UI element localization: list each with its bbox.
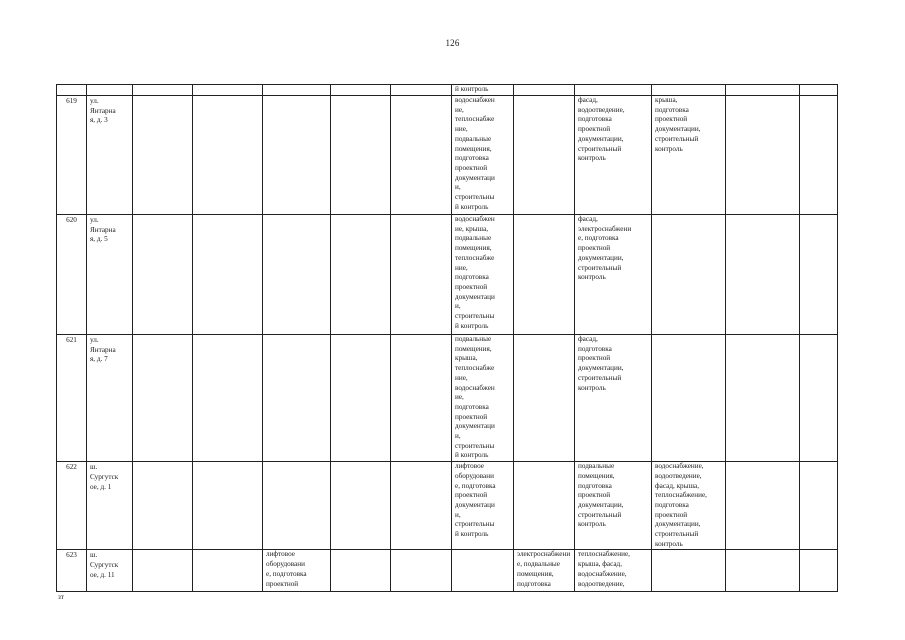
- table-cell-works: й контроль: [452, 85, 514, 96]
- table-cell: [391, 335, 452, 462]
- table-cell: [391, 85, 452, 96]
- work-schedule-table: [56, 84, 838, 592]
- table-cell: [263, 215, 331, 335]
- table-cell: [263, 335, 331, 462]
- page-number: 126: [445, 38, 460, 48]
- table-cell: [133, 462, 193, 550]
- table-cell-works: фасад, электроснабжени е, подготовка проектной документации, строительный контроль: [575, 215, 652, 335]
- table-cell: [331, 96, 391, 215]
- table-cell: [726, 462, 800, 550]
- table-cell: [726, 85, 800, 96]
- table-cell: [193, 335, 263, 462]
- table-cell-works: [514, 462, 575, 550]
- table-cell: [331, 550, 391, 592]
- footer-mark: зт: [58, 593, 64, 601]
- row-number: 620: [57, 215, 87, 335]
- table-cell: [800, 550, 838, 592]
- row-number: 619: [57, 96, 87, 215]
- table-row: [57, 550, 838, 592]
- table-cell: [800, 215, 838, 335]
- address-cell: ул. Янтарна я, д. 3: [87, 96, 133, 215]
- table-cell-works: [514, 215, 575, 335]
- table-cell: [193, 550, 263, 592]
- table-cell: [133, 96, 193, 215]
- table-cell-works: лифтовое оборудовани е, подготовка проектной: [263, 550, 331, 592]
- table-cell: [800, 96, 838, 215]
- table-cell-works: водоснабжен ие, крыша, подвальные помещения, теплоснабже ние, подготовка проектной документаци и, строительны й контроль: [452, 215, 514, 335]
- table-cell-works: водоснабжен ие, теплоснабже ние, подвальные помещения, подготовка проектной документаци и, строительны й контроль: [452, 96, 514, 215]
- table-cell: [133, 215, 193, 335]
- address-cell: ул. Янтарна я, д. 7: [87, 335, 133, 462]
- table-cell: [263, 96, 331, 215]
- table-cell-works: крыша, подготовка проектной документации, строительный контроль: [652, 96, 726, 215]
- address-cell: ш. Сургутск ое, д. 11: [87, 550, 133, 592]
- table-cell: [726, 550, 800, 592]
- table-cell-works: [652, 335, 726, 462]
- table-cell: [263, 462, 331, 550]
- table-cell-works: теплоснабжение, крыша, фасад, водоснабжение, водоотведение,: [575, 550, 652, 592]
- table-cell: [391, 215, 452, 335]
- table-cell-works: водоснабжение, водоотведение, фасад, крыша, теплоснабжение, подготовка проектной документации, строительный контроль: [652, 462, 726, 550]
- table-cell: [800, 85, 838, 96]
- table-cell-works: [514, 96, 575, 215]
- table-cell: [57, 85, 87, 96]
- table-cell: [193, 85, 263, 96]
- table-cell: [726, 96, 800, 215]
- table-cell: [193, 215, 263, 335]
- row-number: 622: [57, 462, 87, 550]
- table-cell: [133, 85, 193, 96]
- table-row: [57, 335, 838, 462]
- table-cell-works: фасад, подготовка проектной документации, строительный контроль: [575, 335, 652, 462]
- table-row: [57, 96, 838, 215]
- table-cell-works: подвальные помещения, подготовка проектной документации, строительный контроль: [575, 462, 652, 550]
- table-cell: [263, 85, 331, 96]
- table-cell: [193, 462, 263, 550]
- table-cell: [391, 550, 452, 592]
- address-cell: ш. Сургутск ое, д. 1: [87, 462, 133, 550]
- table-cell-works: [652, 550, 726, 592]
- table-cell: [800, 335, 838, 462]
- table-cell: [133, 550, 193, 592]
- table-cell: [193, 96, 263, 215]
- table-cell: [391, 96, 452, 215]
- table-cell-works: [452, 550, 514, 592]
- table-cell: [331, 85, 391, 96]
- table-row: [57, 215, 838, 335]
- table-cell: [514, 85, 575, 96]
- table-cell: [87, 85, 133, 96]
- row-number: 623: [57, 550, 87, 592]
- table-cell: [575, 85, 652, 96]
- table-cell: [331, 335, 391, 462]
- table-cell: [331, 215, 391, 335]
- table-cell: [391, 462, 452, 550]
- table-cell-works: [652, 215, 726, 335]
- table-row: [57, 462, 838, 550]
- address-cell: ул. Янтарна я, д. 5: [87, 215, 133, 335]
- table-cell: [331, 462, 391, 550]
- table-cell: [133, 335, 193, 462]
- table-cell-works: лифтовое оборудовани е, подготовка проектной документаци и, строительны й контроль: [452, 462, 514, 550]
- table-cell-works: фасад, водоотведение, подготовка проектной документации, строительный контроль: [575, 96, 652, 215]
- table-cell: [652, 85, 726, 96]
- table-cell: [726, 215, 800, 335]
- table-cell: [726, 335, 800, 462]
- row-number: 621: [57, 335, 87, 462]
- table-cell-works: подвальные помещения, крыша, теплоснабже ние, водоснабжен ие, подготовка проектной документаци и, строительны й контроль: [452, 335, 514, 462]
- table-row-continuation: [57, 85, 838, 96]
- table-cell: [800, 462, 838, 550]
- table-cell-works: [514, 335, 575, 462]
- table-cell-works: электроснабжени е, подвальные помещения, подготовка: [514, 550, 575, 592]
